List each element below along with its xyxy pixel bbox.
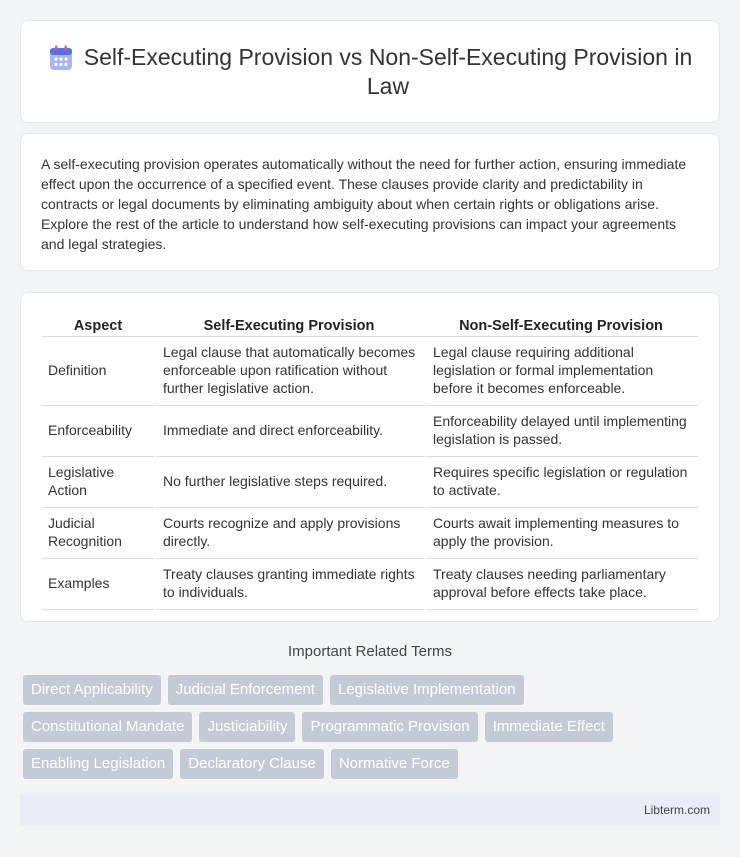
self-executing-cell: No further legislative steps required.: [154, 457, 424, 508]
related-term-tag[interactable]: Constitutional Mandate: [23, 712, 192, 742]
title-card: [20, 20, 720, 123]
related-term-tag[interactable]: Judicial Enforcement: [168, 675, 323, 705]
aspect-cell: Judicial Recognition: [42, 508, 154, 559]
non-self-executing-cell: Courts await implementing measures to apply the provision.: [424, 508, 698, 559]
aspect-cell: Enforceability: [42, 406, 154, 457]
table-row: [42, 406, 698, 457]
related-term-tag[interactable]: Declaratory Clause: [180, 749, 324, 779]
self-executing-cell: Courts recognize and apply provisions directly.: [154, 508, 424, 559]
related-term-tag[interactable]: Justiciability: [199, 712, 295, 742]
related-term-tag[interactable]: Enabling Legislation: [23, 749, 173, 779]
aspect-cell: Definition: [42, 337, 154, 406]
aspect-cell: Examples: [42, 559, 154, 610]
page-title: Self-Executing Provision vs Non-Self-Executing Provision in Law: [83, 44, 693, 99]
table-row: [42, 508, 698, 559]
non-self-executing-cell: Enforceability delayed until implementing legislation is passed.: [424, 406, 698, 457]
aspect-cell: Legislative Action: [42, 457, 154, 508]
table-row: [42, 559, 698, 610]
intro-paragraph: A self-executing provision operates automatically without the need for further action, ensuring immediate effect upon the occurrence of a specified event. These clauses provide clarity and predictability in contracts or legal documents by eliminating ambiguity about when certain rights or obligations arise. Explore the rest of the article to understand how self-executing provisions can impact your agreements and legal strategies.: [41, 156, 687, 252]
table-row: [42, 457, 698, 508]
self-executing-cell: Treaty clauses granting immediate rights to individuals.: [154, 559, 424, 610]
comparison-card: [20, 292, 720, 622]
related-terms-list: [23, 675, 713, 786]
related-term-tag[interactable]: Normative Force: [331, 749, 458, 779]
column-header-non-self-executing: Non-Self-Executing Provision: [424, 315, 698, 337]
column-header-self-executing: Self-Executing Provision: [154, 315, 424, 337]
intro-card: [20, 133, 720, 271]
non-self-executing-cell: Legal clause requiring additional legislation or formal implementation before it becomes enforceable.: [424, 337, 698, 406]
related-term-tag[interactable]: Programmatic Provision: [302, 712, 477, 742]
non-self-executing-cell: Requires specific legislation or regulation to activate.: [424, 457, 698, 508]
table-row: [42, 337, 698, 406]
table-header-row: [42, 315, 698, 337]
column-header-aspect: Aspect: [42, 315, 154, 337]
related-term-tag[interactable]: Direct Applicability: [23, 675, 161, 705]
footer-site-link[interactable]: Libterm.com: [643, 803, 710, 817]
self-executing-cell: Immediate and direct enforceability.: [154, 406, 424, 457]
related-term-tag[interactable]: Legislative Implementation: [330, 675, 524, 705]
related-term-tag[interactable]: Immediate Effect: [485, 712, 613, 742]
footer: [20, 793, 720, 826]
comparison-table: [42, 315, 698, 610]
related-terms-heading: Important Related Terms: [288, 643, 452, 660]
non-self-executing-cell: Treaty clauses needing parliamentary approval before effects take place.: [424, 559, 698, 610]
self-executing-cell: Legal clause that automatically becomes enforceable upon ratification without further legislative action.: [154, 337, 424, 406]
